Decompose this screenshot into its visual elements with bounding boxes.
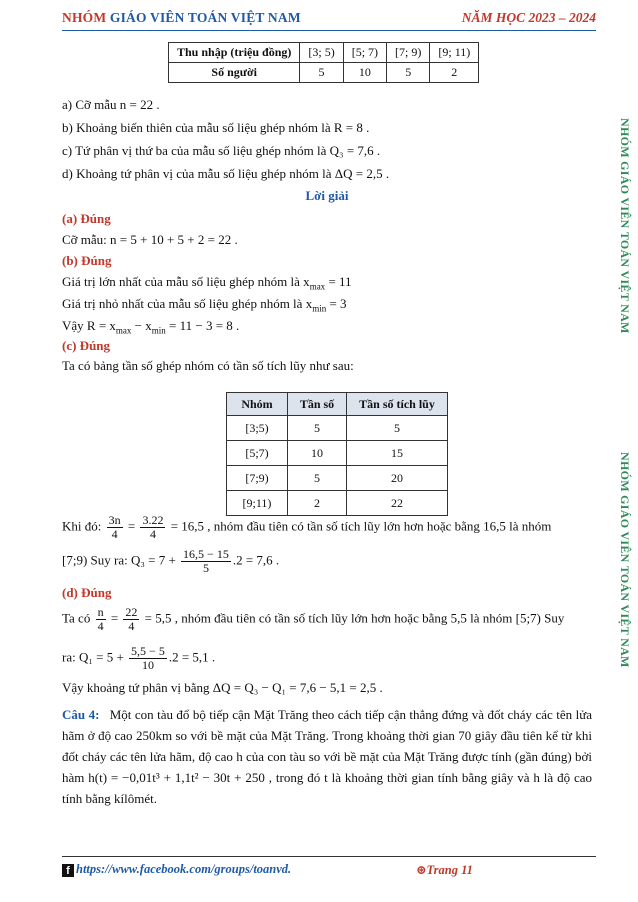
sol-c-khi-do: Khi đó: $\frac{3n}{4}$ = $\frac{3.22}{4}$ = 16,5 , nhóm đầu tiên có tần số tích lũy lớn hơn hoặc bằng 16,5 là nhóm (62, 513, 552, 541)
income-table (168, 42, 479, 83)
footer-link[interactable]: f https://www.facebook.com/groups/toanvd. (62, 862, 291, 877)
page-number: ⊛Trang 11 (416, 863, 473, 877)
footer-divider (62, 856, 596, 857)
table-cell: [7; 9) (387, 43, 430, 63)
side-watermark-top: NHÓM GIÁO VIÊN TOÁN VIỆT NAM (618, 118, 632, 334)
table-row: [7;9) 5 20 (227, 466, 448, 491)
table-cell: [3; 5) (300, 43, 343, 63)
sol-c-intro: Ta có bảng tần số ghép nhóm có tần số tích lũy như sau: (62, 358, 354, 373)
table-cell: [5; 7) (343, 43, 386, 63)
header-school-year: NĂM HỌC 2023 – 2024 (461, 10, 596, 25)
table-header: Nhóm (227, 393, 288, 416)
page-header (62, 10, 596, 30)
table-header: Tần số tích lũy (347, 393, 448, 416)
sol-b-tag: (b) Đúng (62, 253, 112, 268)
sol-d-ra: ra: Q₁ = 5 + $\frac{5,5 - 5}{10}$ .2 = 5,1 . (62, 644, 216, 672)
cumulative-frequency-table (226, 392, 448, 516)
statement-b: b) Khoảng biến thiên của mẫu số liệu ghép nhóm là R = 8 . (62, 120, 370, 135)
sol-d-tag: (d) Đúng (62, 585, 112, 600)
table-row-label: Số người (169, 63, 300, 83)
statement-d: d) Khoảng tứ phân vị của mẫu số liệu ghép nhóm là ΔQ = 2,5 . (62, 166, 390, 181)
question-4-label: Câu 4: (62, 707, 100, 722)
table-cell: 5 (300, 63, 343, 83)
table-cell: 5 (387, 63, 430, 83)
sol-a-text: Cỡ mẫu: n = 5 + 10 + 5 + 2 = 22 . (62, 232, 238, 247)
question-4-text: Một con tàu đổ bộ tiếp cận Mặt Trăng theo cách tiếp cận thẳng đứng và đốt cháy các tên lửa hãm ở độ cao 250km so với bề mặt của Mặt Trăng. Trong khoảng thời gian 70 giây đầu tiên kể từ khi đốt cháy các tên lửa hãm, độ cao h của con tàu so với bề mặt của Mặt Trăng được tính (gần đúng) bởi hàm h(t) = −0,01t³ + 1,1t² − 30t + 250 , trong đó t là khoảng thời gian tính bằng giây và h là độ cao tính bằng kílômét. (62, 707, 593, 806)
sol-b-line2: Giá trị nhỏ nhất của mẫu số liệu ghép nhóm là $x_{min} = 3$ (62, 296, 347, 314)
sol-d-ta-co: Ta có $\frac{n}{4}$ = $\frac{22}{4}$ = 5,5 , nhóm đầu tiên có tần số tích lũy lớn hơn hoặc bằng 5,5 là nhóm [5;7) Suy (62, 605, 565, 633)
header-title: NHÓM GIÁO VIÊN TOÁN VIỆT NAM (62, 10, 301, 25)
sol-d-conclusion: Vậy khoảng tứ phân vị bằng ΔQ = Q₃ − Q₁ = 7,6 − 5,1 = 2,5 . (62, 680, 383, 695)
side-watermark-bottom: NHÓM GIÁO VIÊN TOÁN VIỆT NAM (618, 452, 632, 668)
header-divider (62, 30, 596, 31)
table-row-label: Thu nhập (triệu đồng) (169, 43, 300, 63)
statement-c: c) Tứ phân vị thứ ba của mẫu số liệu ghép nhóm là Q₃ = 7,6 . (62, 143, 381, 158)
table-cell: 2 (430, 63, 479, 83)
table-cell: [9; 11) (430, 43, 479, 63)
facebook-icon: f (62, 864, 74, 877)
question-4 (62, 704, 592, 809)
solution-title: Lời giải (305, 188, 349, 203)
table-row: [3;5) 5 5 (227, 416, 448, 441)
table-row: [5;7) 10 15 (227, 441, 448, 466)
sol-c-tag: (c) Đúng (62, 338, 111, 353)
table-row: [9;11) 2 22 (227, 491, 448, 516)
table-header: Tần số (288, 393, 347, 416)
sol-a-tag: (a) Đúng (62, 211, 111, 226)
sol-c-suy-ra: [7;9) Suy ra: Q₃ = 7 + $\frac{16,5 - 15}{5}$ .2 = 7,6 . (62, 547, 280, 575)
sol-b-line1: Giá trị lớn nhất của mẫu số liệu ghép nhóm là $x_{max} = 11$ (62, 274, 352, 292)
statement-a: a) Cỡ mẫu n = 22 . (62, 97, 160, 112)
sol-b-line3: Vậy $R = x_{max} - x_{min} = 11 - 3 = 8$ . (62, 318, 240, 336)
table-cell: 10 (343, 63, 386, 83)
